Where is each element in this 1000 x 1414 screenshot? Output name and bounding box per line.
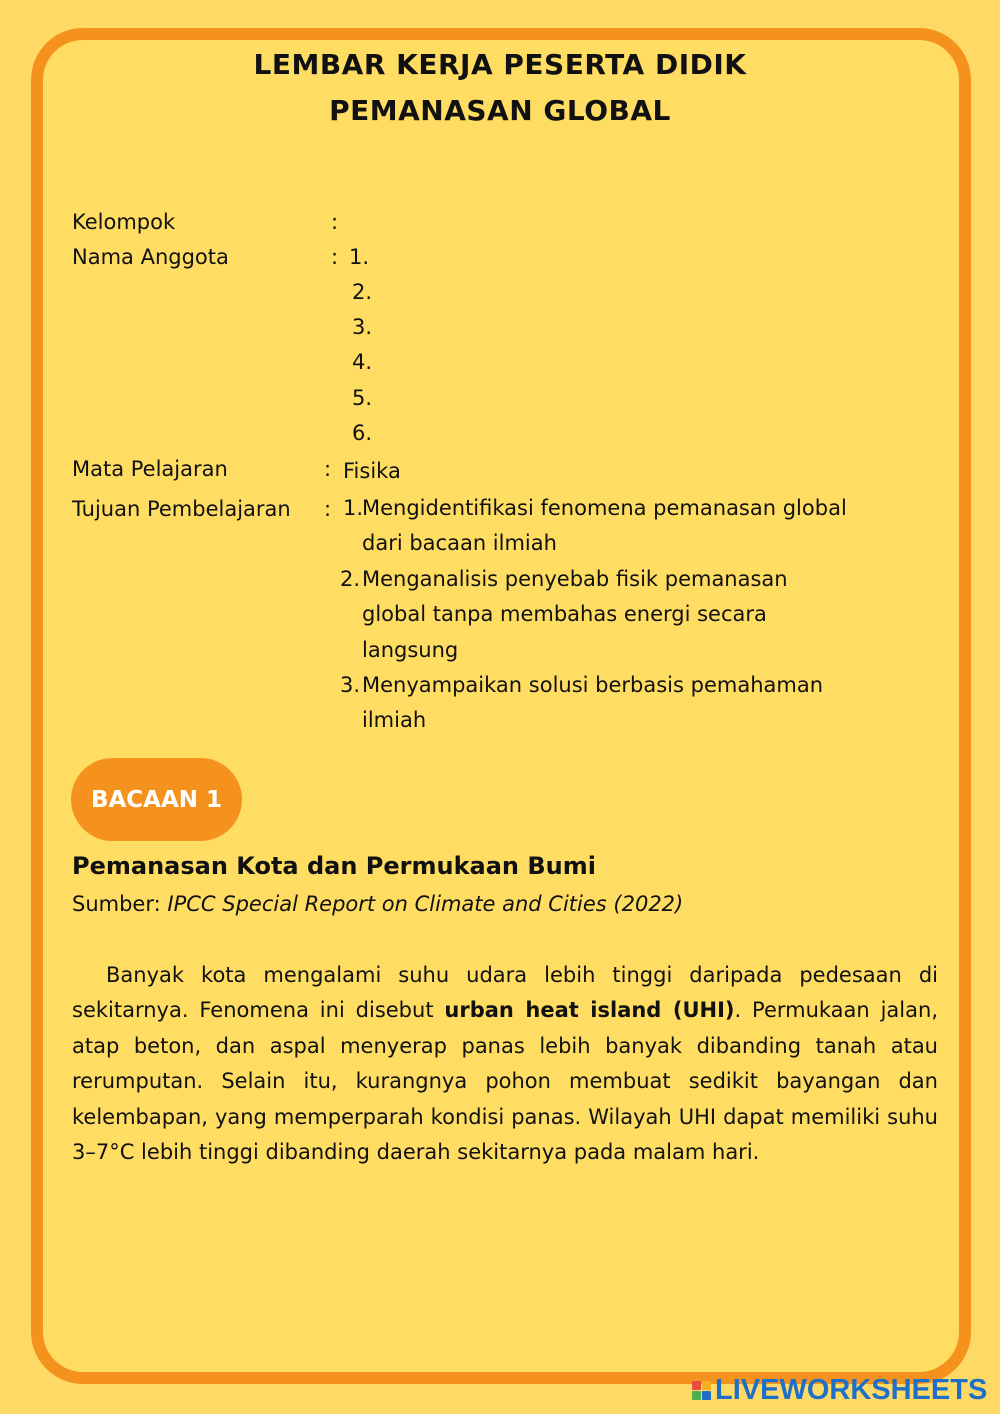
objectives-colon: : — [324, 497, 332, 521]
paragraph-part2: . Permukaan jalan, atap beton, dan aspal menyerap panas lebih banyak dibanding tanah atau rerumputan. Selain itu, kurangnya pohon membuat sedikit bayangan dan kelembapan, yang memperparah kondisi panas. Wilayah UHI dapat memiliki suhu 3–7°C lebih tinggi dibanding daerah sekitarnya pada malam hari. — [72, 998, 938, 1165]
page-subtitle: PEMANASAN GLOBAL — [329, 94, 671, 127]
reading-source — [72, 892, 683, 916]
objective-text: Mengidentifikasi fenomena pemanasan global dari bacaan ilmiah — [362, 496, 847, 556]
member-number: 5. — [352, 386, 373, 410]
objective-number: 3. — [340, 673, 361, 697]
subject-value: Fisika — [343, 459, 401, 483]
reading-badge: BACAAN 1 — [71, 758, 242, 841]
reading-paragraph — [72, 958, 938, 1170]
paragraph-part1: Banyak kota mengalami suhu udara lebih tinggi daripada pedesaan di sekitarnya. Fenomena ini disebut — [72, 963, 938, 1023]
objective-number: 2. — [340, 567, 361, 591]
members-colon: : — [331, 245, 339, 269]
page-title: LEMBAR KERJA PESERTA DIDIK — [253, 48, 747, 81]
objective-text: Menganalisis penyebab fisik pemanasan global tanpa membahas energi secara langsung — [362, 567, 788, 662]
liveworksheets-watermark — [692, 1374, 987, 1406]
member-number: 2. — [352, 280, 373, 304]
reading-title: Pemanasan Kota dan Permukaan Bumi — [72, 852, 596, 880]
group-colon: : — [331, 210, 339, 234]
objectives-label: Tujuan Pembelajaran — [72, 497, 291, 521]
source-value: IPCC Special Report on Climate and Cities (2022) — [167, 892, 684, 916]
subject-label: Mata Pelajaran — [72, 457, 228, 481]
objective-number: 1. — [343, 496, 364, 520]
member-number: 3. — [352, 315, 373, 339]
member-number: 1. — [349, 245, 370, 269]
paragraph-term: urban heat island (UHI) — [444, 998, 735, 1023]
member-number: 6. — [352, 421, 373, 445]
subject-colon: : — [324, 457, 332, 481]
member-number: 4. — [352, 350, 373, 374]
group-label: Kelompok — [72, 210, 176, 234]
liveworksheets-logo-icon — [692, 1381, 711, 1400]
members-label: Nama Anggota — [72, 245, 229, 269]
objective-text: Menyampaikan solusi berbasis pemahaman ilmiah — [362, 673, 824, 733]
watermark-text: LIVEWORKSHEETS — [715, 1373, 988, 1406]
source-label: Sumber: — [72, 892, 168, 916]
